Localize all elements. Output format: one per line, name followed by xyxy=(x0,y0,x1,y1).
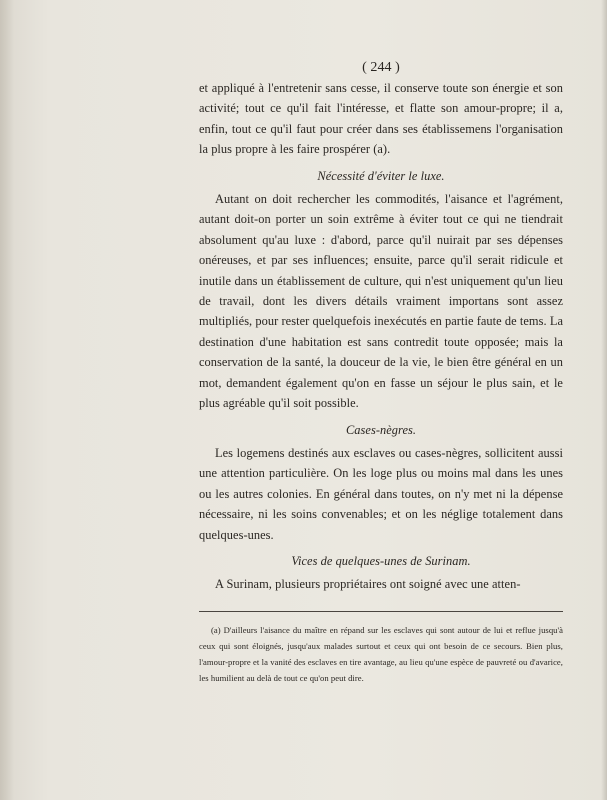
paragraph-luxe: Autant on doit rechercher les commodités, l'aisance et l'agrément, autant doit-on porter un soin extrême à éviter tout ce qui ne tiendrait absolument qu'au luxe : d'abord, parce qu'il nuirait par ses dépenses onéreuses, et par ses influences; ensuite, parce qu'il serait ridicule et inutile dans un établissement de culture, qui n'est uniquement qu'un lieu de travail, dont les divers détails vraiment importans sont assez multipliés, pour rester quelquefois inexécutés en partie faute de tems. La destination d'une habitation est sans contredit toute opposée; mais la conservation de la santé, la douceur de la vie, le bien être général en un mot, demandent également qu'on en fasse un séjour le plus sain, et le plus agréable qu'il soit possible. xyxy=(199,192,563,411)
section-heading-surinam: Vices de quelques-unes de Surinam. xyxy=(291,553,471,568)
binding-shadow xyxy=(0,0,14,800)
text-block xyxy=(199,58,563,694)
page-edge xyxy=(601,0,607,800)
page-number: ( 244 ) xyxy=(362,60,400,75)
paragraph-cases-negres: Les logemens destinés aux esclaves ou cases-nègres, sollicitent aussi une attention particulière. On les loge plus ou moins mal dans les unes ou les autres colonies. En général dans toutes, on n'y met ni la dépense nécessaire, ni les soins convenables; et on les néglige totalement dans quelques-unes. xyxy=(199,445,563,542)
footnote: (a) D'ailleurs l'aisance du maître en répand sur les esclaves qui sont autour de lui et reflue jusqu'à ceux qui sont éloignés, jusqu'aux malades surtout et ceux qui ont besoin de ce secours. Bien plus, l'amour-propre et la vanité des esclaves en tire avantage, au lieu qu'une espèce de pauvreté ou d'avarice, les humilient au delà de tout ce qu'on peut dire. xyxy=(199,624,563,683)
section-heading-luxe: Nécessité d'éviter le luxe. xyxy=(317,168,445,183)
paragraph-surinam: A Surinam, plusieurs propriétaires ont soigné avec une atten- xyxy=(215,577,521,592)
paragraph-continued: et appliqué à l'entretenir sans cesse, il conserve toute son énergie et son activité; tout ce qu'il fait l'intéresse, et flatte son amour-propre; il a, enfin, tout ce qu'il faut pour créer dans ses établissemens l'organisation la plus propre à les faire prospérer (a). xyxy=(199,81,563,157)
footnote-rule xyxy=(199,611,563,612)
section-heading-cases-negres: Cases-nègres. xyxy=(345,422,417,437)
